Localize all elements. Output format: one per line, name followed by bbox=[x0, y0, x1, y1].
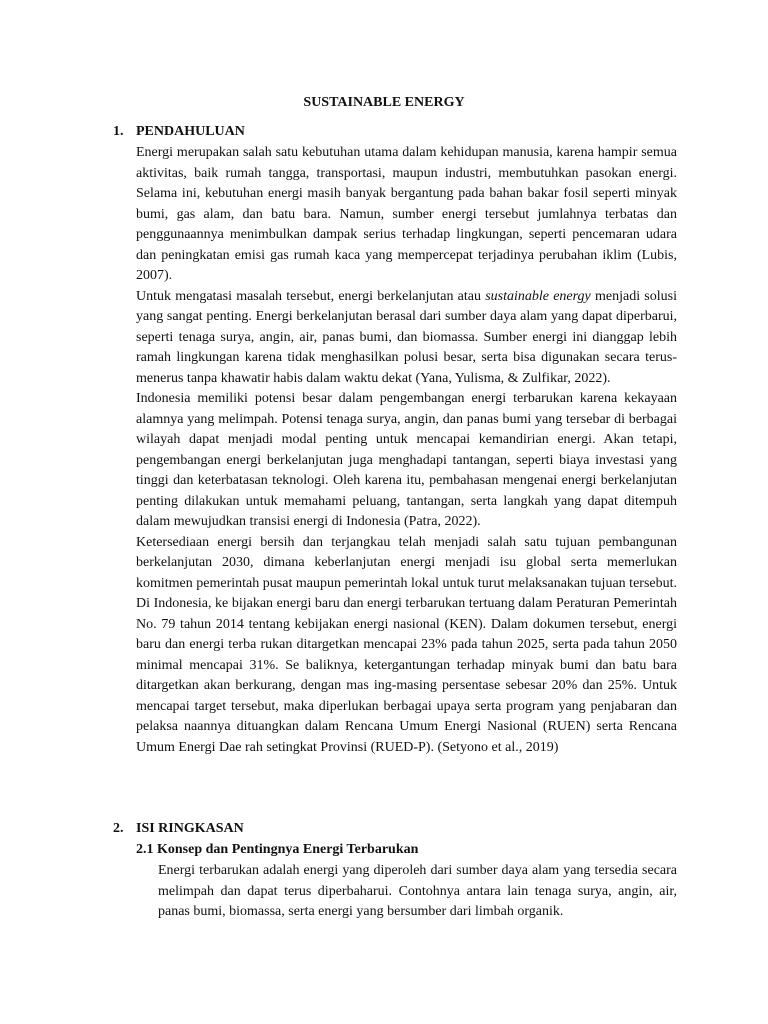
section-title: PENDAHULUAN bbox=[136, 124, 245, 139]
italic-term: sustainable energy bbox=[485, 288, 591, 304]
section-heading bbox=[0, 819, 768, 840]
section-pendahuluan bbox=[0, 122, 768, 758]
section-isi-ringkasan bbox=[0, 819, 768, 923]
paragraph-text: menjadi solusi yang sangat penting. Energi berkelanjutan berasal dari sumber daya alam yang dapat diperbarui, seperti tenaga surya, angin, air, panas bumi, dan biomassa. Sumber energi ini dianggap lebih ramah lingkungan karena tidak menghasilkan polusi besar, serta bisa digunakan secara terus-menerus tanpa khawatir habis dalam waktu dekat (Yana, Yulisma, & Zulfikar, 2022). bbox=[136, 288, 677, 386]
section-heading bbox=[0, 122, 768, 143]
paragraph: Energi terbarukan adalah energi yang diperoleh dari sumber daya alam yang tersedia secara melimpah dan dapat terus diperbaharui. Contohnya antara lain tenaga surya, angin, air, panas bumi, biomassa, serta energi yang bersumber dari limbah organik. bbox=[158, 863, 677, 919]
section-number: 2. bbox=[113, 821, 124, 836]
paragraph: Ketersediaan energi bersih dan terjangkau telah menjadi salah satu tujuan pembangunan berkelanjutan 2030, dimana keberlanjutan energi menjadi isu global serta memerlukan komitmen pemerintah pusat maupun pemerintah lokal untuk turut melaksanakan tujuan tersebut. Di Indonesia, ke bijakan energi baru dan energi terbarukan tertuang dalam Peraturan Pemerintah No. 79 tahun 2014 tentang kebijakan energi nasional (KEN). Dalam dokumen tersebut, energi baru dan energi terba rukan ditargetkan mencapai 23% pada tahun 2025, serta pada tahun 2050 minimal mencapai 31%. Se baliknya, ketergantungan terhadap minyak bumi dan batu bara ditargetkan akan berkurang, dengan mas ing-masing persentase sebesar 20% dan 25%. Untuk mencapai target tersebut, maka diperlukan berbagai upaya serta program yang penjabaran dan pelaksa naannya dituangkan dalam Rencana Umum Energi Nasional (RUEN) serta Rencana Umum Energi Dae rah setingkat Provinsi (RUED-P). (Setyono et al., 2019) bbox=[136, 534, 677, 755]
subsection-title: 2.1 Konsep dan Pentingnya Energi Terbarukan bbox=[136, 842, 419, 857]
section-number: 1. bbox=[113, 124, 124, 139]
section-title: ISI RINGKASAN bbox=[136, 821, 244, 836]
paragraph-text: Untuk mengatasi masalah tersebut, energi berkelanjutan atau bbox=[136, 288, 486, 304]
document-title: SUSTAINABLE ENERGY bbox=[303, 95, 465, 110]
paragraph bbox=[136, 287, 677, 390]
paragraph: Energi merupakan salah satu kebutuhan utama dalam kehidupan manusia, karena hampir semua aktivitas, baik rumah tangga, transportasi, maupun industri, membutuhkan pasokan energi. Selama ini, kebutuhan energi masih banyak bergantung pada bahan bakar fosil seperti minyak bumi, gas alam, dan batu bara. Namun, sumber energi tersebut jumlahnya terbatas dan penggunaannya menimbulkan dampak serius terhadap lingkungan, seperti pencemaran udara dan peningkatan emisi gas rumah kaca yang mempercepat terjadinya perubahan iklim (Lubis, 2007). bbox=[136, 145, 677, 283]
paragraph: Indonesia memiliki potensi besar dalam pengembangan energi terbarukan karena kekayaan alamnya yang melimpah. Potensi tenaga surya, angin, dan panas bumi yang tersebar di berbagai wilayah dapat menjadi modal penting untuk mencapai kemandirian energi. Akan tetapi, pengembangan energi berkelanjutan juga menghadapi tantangan, seperti biaya investasi yang tinggi dan keterbatasan teknologi. Oleh karena itu, pembahasan mengenai energi berkelanjutan penting dilakukan untuk memahami peluang, tantangan, serta langkah yang dapat ditempuh dalam mewujudkan transisi energi di Indonesia (Patra, 2022). bbox=[136, 391, 677, 529]
